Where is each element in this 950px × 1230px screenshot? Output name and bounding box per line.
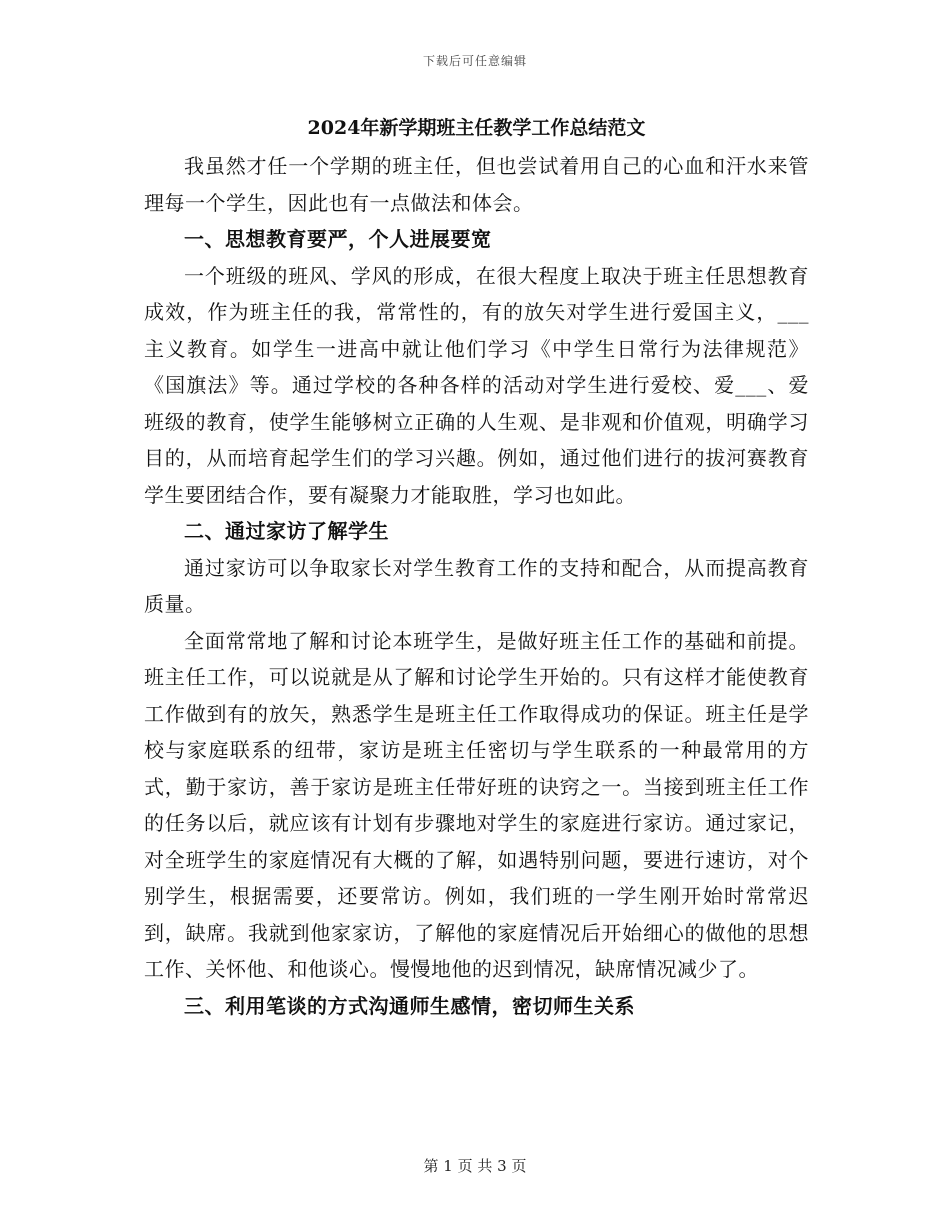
- intro-paragraph: 我虽然才任一个学期的班主任，但也尝试着用自己的心血和汗水来管理每一个学生，因此也有一点做法和体会。: [144, 154, 809, 215]
- section-1-paragraph: 一个班级的班风、学风的形成，在很大程度上取决于班主任思想教育成效，作为班主任的我，常常性的，有的放矢对学生进行爱国主义，___主义教育。如学生一进高中就让他们学习《中学生日常行为法律规范》《国旗法》等。通过学校的各种各样的活动对学生进行爱校、爱___、爱班级的教育，使学生能够树立正确的人生观、是非观和价值观，明确学习目的，从而培育起学生们的学习兴趣。例如，通过他们进行的拔河赛教育学生要团结合作，要有凝聚力才能取胜，学习也如此。: [144, 263, 809, 507]
- section-2-paragraph-1: 通过家访可以争取家长对学生教育工作的支持和配合，从而提高教育质量。: [144, 555, 809, 616]
- document-body: [144, 108, 809, 1024]
- page-header-note: 下载后可任意编辑: [422, 54, 527, 68]
- section-2-paragraph-2: 全面常常地了解和讨论本班学生，是做好班主任工作的基础和前提。班主任工作，可以说就是从了解和讨论学生开始的。只有这样才能使教育工作做到有的放矢，熟悉学生是班主任工作取得成功的保证。班主任是学校与家庭联系的纽带，家访是班主任密切与学生联系的一种最常用的方式，勤于家访，善于家访是班主任带好班的诀窍之一。当接到班主任工作的任务以后，就应该有计划有步骤地对学生的家庭进行家访。通过家记，对全班学生的家庭情况有大概的了解，如遇特别问题，要进行速访，对个别学生，根据需要，还要常访。例如，我们班的一学生刚开始时常常迟到，缺席。我就到他家家访，了解他的家庭情况后开始细心的做他的思想工作、关怀他、和他谈心。慢慢地他的迟到情况，缺席情况减少了。: [144, 628, 809, 981]
- section-2-heading: 二、通过家访了解学生: [184, 519, 389, 543]
- section-3-heading: 三、利用笔谈的方式沟通师生感情，密切师生关系: [184, 993, 635, 1018]
- document-title: 2024年新学期班主任教学工作总结范文: [307, 117, 646, 139]
- page-number-footer: 第 1 页 共 3 页: [423, 1157, 527, 1175]
- section-1-heading: 一、思想教育要严，个人进展要宽: [184, 227, 492, 251]
